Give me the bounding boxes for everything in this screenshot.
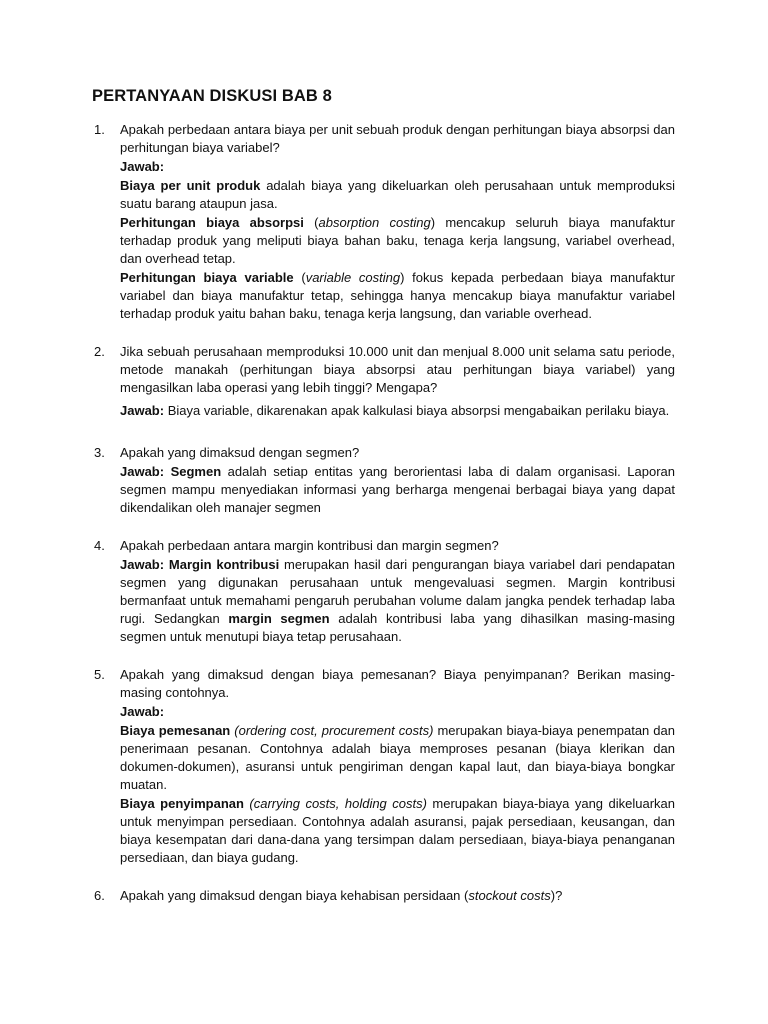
text-run: Apakah yang dimaksud dengan biaya kehabisan persidaan (	[120, 888, 469, 903]
bold-term: Biaya penyimpanan	[120, 796, 244, 811]
bold-term: margin segmen	[228, 611, 330, 626]
question-text	[120, 444, 675, 462]
question-item	[92, 887, 675, 905]
text-run: Apakah yang dimaksud dengan biaya pemesanan? Biaya penyimpanan? Berikan masing-masing contohnya.	[120, 667, 675, 700]
question-item	[92, 343, 675, 424]
question-number: 1.	[94, 122, 105, 137]
text-run: Apakah yang dimaksud dengan segmen?	[120, 445, 360, 460]
bold-term: Jawab:	[120, 159, 165, 174]
text-run: Biaya variable, dikarenakan apak kalkulasi biaya absorpsi mengabaikan perilaku biaya.	[164, 403, 670, 418]
bold-term: Jawab: Margin kontribusi	[120, 557, 280, 572]
text-run: merupakan biaya-biaya yang dikeluarkan untuk menyimpan persediaan. Contohnya adalah asuransi, pajak persediaan, keusangan, dan biaya kesempatan dari dana-dana yang tersimpan dalam persediaan, biaya-biaya penanganan persediaan, dan biaya gudang.	[120, 796, 675, 865]
question-text	[120, 121, 675, 157]
question-item	[92, 537, 675, 646]
question-list	[92, 121, 675, 925]
question-item	[92, 121, 675, 323]
bold-term: Jawab: Segmen	[120, 464, 222, 479]
bold-term: Perhitungan biaya variable	[120, 270, 294, 285]
question-item	[92, 444, 675, 517]
text-run: Apakah perbedaan antara biaya per unit sebuah produk dengan perhitungan biaya absorpsi dan perhitungan biaya variabel?	[120, 122, 675, 155]
answer-paragraph	[120, 214, 675, 268]
italic-term: variable costing	[305, 270, 401, 285]
question-text	[120, 343, 675, 397]
question-number: 5.	[94, 667, 105, 682]
italic-term: absorption costing	[318, 215, 431, 230]
text-run: Jika sebuah perusahaan memproduksi 10.000 unit dan menjual 8.000 unit selama satu periode, metode manakah (perhitungan biaya absorpsi atau perhitungan biaya variabel) yang mengasilkan laba operasi yang lebih tinggi? Mengapa?	[120, 344, 675, 395]
answer-paragraph	[120, 177, 675, 213]
text-run: merupakan biaya-biaya penempatan dan penerimaan pesanan. Contohnya adalah biaya memproses pesanan (biaya klerikan dan dokumen-dokumen), asuransi untuk pengiriman dengan kapal laut, dan biaya-biaya bongkar muatan.	[120, 723, 675, 792]
bold-term: Jawab:	[120, 704, 165, 719]
italic-term: (ordering cost, procurement costs)	[234, 723, 434, 738]
question-text	[120, 887, 675, 905]
question-number: 2.	[94, 344, 105, 359]
question-number: 6.	[94, 888, 105, 903]
answer-paragraph	[120, 556, 675, 646]
text-run: adalah setiap entitas yang berorientasi laba di dalam organisasi. Laporan segmen mampu menyediakan informasi yang berharga mengenai berbagai biaya yang dapat dikendalikan oleh manajer segmen	[120, 464, 675, 515]
question-text	[120, 666, 675, 702]
text-run: Apakah perbedaan antara margin kontribusi dan margin segmen?	[120, 538, 499, 553]
question-number: 4.	[94, 538, 105, 553]
bold-term: Biaya per unit produk	[120, 178, 261, 193]
text-run: adalah biaya yang dikeluarkan oleh perusahaan untuk memproduksi suatu barang ataupun jasa.	[120, 178, 675, 211]
text-run: (	[303, 215, 319, 230]
bold-term: Perhitungan biaya absorpsi	[120, 215, 304, 230]
text-run: (	[293, 270, 306, 285]
bold-term: Jawab:	[120, 403, 165, 418]
text-run: )?	[550, 888, 563, 903]
answer-paragraph	[120, 269, 675, 323]
answer-paragraph	[120, 398, 675, 424]
document-title: PERTANYAAN DISKUSI BAB 8	[92, 87, 332, 105]
question-item	[92, 666, 675, 867]
answer-paragraph	[120, 795, 675, 867]
answer-paragraph	[120, 722, 675, 794]
question-number: 3.	[94, 445, 105, 460]
question-text	[120, 537, 675, 555]
italic-term: stockout costs	[468, 888, 551, 903]
text-run: ) fokus kepada perbedaan biaya manufaktur variabel dan biaya manufaktur tetap, sehingga hanya mencakup biaya manufaktur variabel terhadap produk yaitu bahan baku, tenaga kerja langsung, dan variable overhead.	[120, 270, 675, 321]
text-run: merupakan hasil dari pengurangan biaya variabel dari pendapatan segmen yang digunakan perusahaan untuk mengevaluasi segmen. Margin kontribusi bermanfaat untuk memahami pengaruh perubahan volume dalam jangka pendek terhadap laba rugi. Sedangkan	[120, 557, 676, 626]
text-run: ) mencakup seluruh biaya manufaktur terhadap produk yang meliputi biaya bahan baku, tenaga kerja langsung, variabel overhead, dan overhead tetap.	[120, 215, 675, 266]
answer-paragraph	[120, 158, 675, 176]
text-run: adalah kontribusi laba yang dihasilkan masing-masing segmen untuk menutupi biaya tetap perusahaan.	[120, 611, 676, 644]
answer-paragraph	[120, 463, 675, 517]
bold-term: Biaya pemesanan	[120, 723, 231, 738]
answer-paragraph	[120, 703, 675, 721]
italic-term: (carrying costs, holding costs)	[249, 796, 427, 811]
